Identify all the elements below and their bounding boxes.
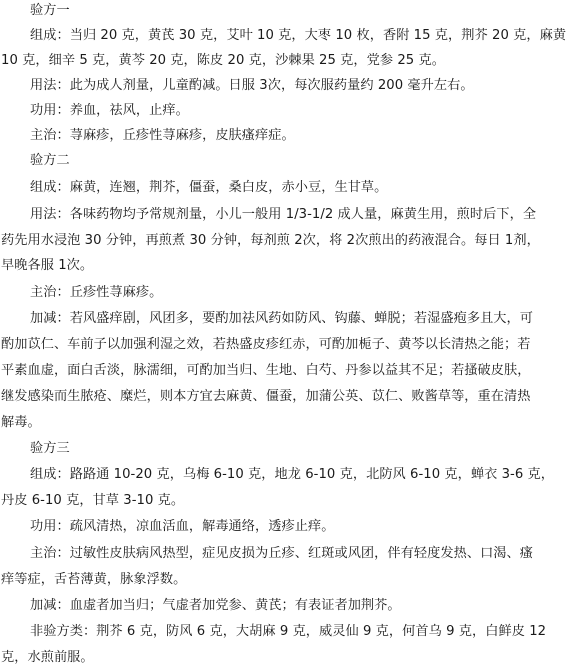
heading-recipe-1: 验方一 — [30, 3, 70, 18]
recipe-3-function: 功用：疏风清热，凉血活血，解毒通络，透疹止痒。 — [30, 519, 335, 534]
recipe-2-usage: 用法：各味药物均予常规剂量，小儿一般用 1/3-1/2 成人量，麻黄生用，煎时后下，全 — [30, 207, 537, 222]
heading-recipe-3: 验方三 — [30, 441, 70, 456]
recipe-3-indication: 主治：过敏性皮肤病风热型，症见皮损为丘疹、红斑或风团，伴有轻度发热、口渴、瘙 — [30, 546, 534, 561]
recipe-2-modification: 加减：若风盛痒剧，风团多，要酌加祛风药如防风、钩藤、蝉脱；若湿盛疱多且大，可 — [30, 311, 534, 326]
recipe-2-modification-cont-4: 解毒。 — [1, 415, 41, 430]
recipe-3-modification: 加减：血虚者加当归；气虚者加党参、黄芪；有表证者加荆芥。 — [30, 598, 401, 613]
recipe-3-composition: 组成：路路通 10-20 克，乌梅 6-10 克，地龙 6-10 克，北防风 6-10 克，蝉衣 3-6 克， — [30, 467, 555, 482]
non-recipe-formula: 非验方类：荆芥 6 克，防风 6 克，大胡麻 9 克，威灵仙 9 克，何首乌 9 克，白鲜皮 12 — [30, 624, 547, 639]
recipe-3-composition-cont: 丹皮 6-10 克，甘草 3-10 克。 — [1, 493, 185, 508]
recipe-1-composition-cont: 10 克，细辛 5 克，黄芩 20 克，陈皮 20 克，沙棘果 25 克，党参 25 克。 — [1, 53, 445, 68]
recipe-3-indication-cont: 痒等症，舌苔薄黄，脉象浮数。 — [1, 572, 187, 587]
recipe-2-indication: 主治：丘疹性荨麻疹。 — [30, 285, 163, 300]
recipe-1-usage: 用法：此为成人剂量，儿童酌减。日服 3次，每次服药量约 200 毫升左右。 — [30, 78, 474, 93]
recipe-2-modification-cont-1: 酌加苡仁、车前子以加强利湿之效，若热盛皮疹红赤，可酌加栀子、黄芩以长清热之能；若 — [1, 337, 531, 352]
recipe-1-composition: 组成：当归 20 克，黄芪 30 克，艾叶 10 克，大枣 10 枚，香附 15 克，荆芥 20 克，麻黄 — [30, 28, 567, 43]
recipe-2-composition: 组成：麻黄，连翘，荆芥，僵蚕，桑白皮，赤小豆，生甘草。 — [30, 180, 388, 195]
heading-recipe-2: 验方二 — [30, 153, 70, 168]
non-recipe-formula-cont: 克，水煎前服。 — [1, 650, 94, 665]
recipe-1-indication: 主治：荨麻疹，丘疹性荨麻疹，皮肤瘙痒症。 — [30, 128, 295, 143]
recipe-2-modification-cont-2: 平素血虚，面白舌淡，脉濡细，可酌加当归、生地、白芍、丹参以益其不足；若搔破皮肤， — [1, 363, 531, 378]
recipe-2-usage-cont-1: 药先用水浸泡 30 分钟，再煎煮 30 分钟，每剂煎 2次，将 2次煎出的药液混合。每日 1剂， — [1, 233, 540, 248]
recipe-1-function: 功用：养血，祛风，止痒。 — [30, 103, 189, 118]
recipe-2-modification-cont-3: 继发感染而生脓疮、糜烂，则本方宜去麻黄、僵蚕，加蒲公英、苡仁、败酱草等，重在清热 — [1, 389, 531, 404]
recipe-2-usage-cont-2: 早晚各服 1次。 — [1, 258, 94, 273]
